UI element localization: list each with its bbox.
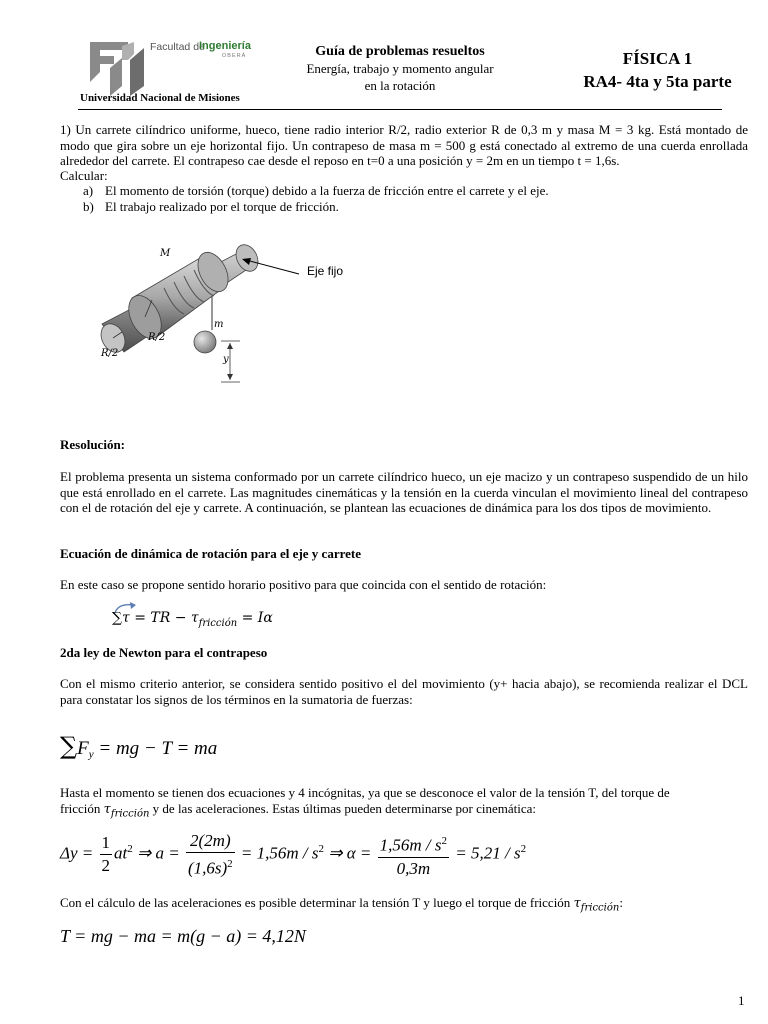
eq1-lhs: ∑τ = TR − τ (112, 610, 199, 626)
eq2-F: F (77, 738, 89, 759)
eq2-rest: = mg − T = ma (93, 738, 218, 759)
eq3-frac1-n: 2(2m) (186, 830, 235, 853)
unknowns-tau: τ (103, 801, 111, 817)
eq1-rhs: = Iα (241, 610, 273, 626)
resolution-heading: Resolución: (60, 437, 125, 452)
page-number: 1 (738, 993, 745, 1008)
problem-calc: Calcular: (60, 168, 108, 183)
tension-text-main: Con el cálculo de las aceleraciones es posible determinar la tensión T y luego el torque de fricción (60, 895, 571, 910)
equation-newton (60, 732, 217, 761)
unknowns-word: fricción (60, 800, 101, 816)
unknowns-tau-sub: fricción (110, 808, 150, 820)
tension-tau-sub: fricción (580, 902, 620, 914)
doc-subtitle-2: en la rotación (364, 78, 436, 93)
eq3-frac2-d: 0,3m (396, 858, 431, 878)
doc-title: Guía de problemas resueltos (315, 44, 485, 59)
eq3-res2: = 5,21 / s (455, 843, 521, 863)
eq3-exp-2: 2 (227, 858, 233, 870)
tension-colon: : (619, 895, 623, 910)
spool-figure (90, 240, 370, 390)
faculty-tag: OBERÁ (222, 53, 247, 59)
problem-statement: 1) Un carrete cilíndrico uniforme, hueco, tiene radio interior R/2, radio exterior R de 0,3 m y masa M = 3 kg. Está montado de modo que gira sobre un eje horizontal fijo. Un contrapeso de masa m = 500 g está conectado al extremo de una cuerda enrollada alrededor del carrete. El contrapeso cae desde el reposo en t=0 a una posición y = 2m en un tiempo t = 1,6s. (60, 122, 748, 168)
faculty-logo (88, 40, 258, 100)
eq3-half-n: 1 (100, 832, 113, 855)
eq2-sigma: ∑ (60, 732, 78, 760)
doc-title-block (270, 43, 530, 94)
eq2-sub: y (88, 748, 94, 761)
problem-item (60, 199, 748, 215)
eq3-imp1: ⇒ a = (136, 843, 180, 863)
item-key: b) (83, 198, 94, 214)
unknowns-line-2 (60, 801, 748, 822)
eq1-sub: fricción (198, 617, 238, 629)
spool-diagram (90, 240, 370, 390)
label-fixed-axis: Eje fijo (307, 264, 344, 278)
item-text: El momento de torsión (torque) debido a la fuerza de fricción entre el carrete y el eje. (105, 183, 549, 198)
faculty-name: Ingeniería (199, 40, 251, 52)
item-key: a) (83, 183, 94, 198)
eq3-dy: Δy = (60, 843, 94, 863)
label-outer-radius: R/2 (148, 332, 166, 343)
eq3-imp2: ⇒ α = (328, 843, 372, 863)
item-text: El trabajo realizado por el torque de fricción. (105, 198, 339, 214)
rotation-text: En este caso se propone sentido horario positivo para que coincida con el sentido de rotación: (60, 577, 547, 592)
problem-item (60, 183, 748, 199)
equation-kinematics (60, 830, 526, 880)
eq3-res1: = 1,56m / s (240, 843, 319, 863)
resolution-intro: El problema presenta un sistema conformado por un carrete cilíndrico hueco, un eje macizo y un contrapeso suspendido de un hilo que está enrollado en el carrete. Las magnitudes cinemáticas y la tensión en la cuerda vinculan el movimiento lineal del contrapeso con el de rotación del eje y carrete. A continuación, se plantean las ecuaciones de dinámica para los dos tipos de movimiento. (60, 469, 748, 515)
unknowns-line-1: Hasta el momento se tienen dos ecuaciones y 4 incógnitas, ya que se desconoce el valor de la tensión T, del torque de (60, 785, 670, 800)
eq3-exp-5: 2 (520, 843, 527, 856)
eq3-exp-4: 2 (441, 835, 448, 847)
problem-items (60, 183, 748, 214)
eq3-frac1-d: (1,6s) (187, 858, 228, 878)
eq3-half-d: 2 (101, 856, 110, 876)
newton-heading: 2da ley de Newton para el contrapeso (60, 645, 268, 660)
equation-tension: T = mg − ma = m(g − a) = 4,12N (60, 926, 306, 946)
course-part: RA4- 4ta y 5ta parte (583, 72, 732, 91)
course-name: FÍSICA 1 (622, 49, 693, 68)
university-name: Universidad Nacional de Misiones (80, 92, 240, 104)
label-big-mass: M (160, 248, 171, 259)
unknowns-rest: y de las aceleraciones. Estas últimas pueden determinarse por cinemática: (152, 800, 537, 816)
tension-text (60, 895, 748, 914)
doc-subtitle-1: Energía, trabajo y momento angular (306, 61, 494, 76)
header-divider (78, 109, 722, 110)
equation-rotation (112, 602, 273, 634)
label-inner-radius: R/2 (101, 348, 119, 359)
eq3-exp-3: 2 (318, 843, 324, 856)
newton-text: Con el mismo criterio anterior, se considera sentido positivo el del movimiento (y+ hacia abajo), se recomienda realizar el DCL para constatar los signos de los términos en la sumatoria de fuerzas: (60, 676, 748, 707)
faculty-prefix: Facultad de (150, 41, 205, 53)
course-block (560, 47, 755, 93)
eq3-at: at (114, 843, 128, 863)
label-small-mass: m (214, 319, 224, 330)
rotation-heading: Ecuación de dinámica de rotación para el eje y carrete (60, 546, 361, 561)
unknowns-text (60, 785, 748, 822)
eq3-frac2-n: 1,56m / s (379, 835, 442, 855)
tension-tau: τ (573, 896, 581, 911)
label-y: y (223, 354, 229, 365)
eq3-exp-1: 2 (127, 843, 133, 856)
